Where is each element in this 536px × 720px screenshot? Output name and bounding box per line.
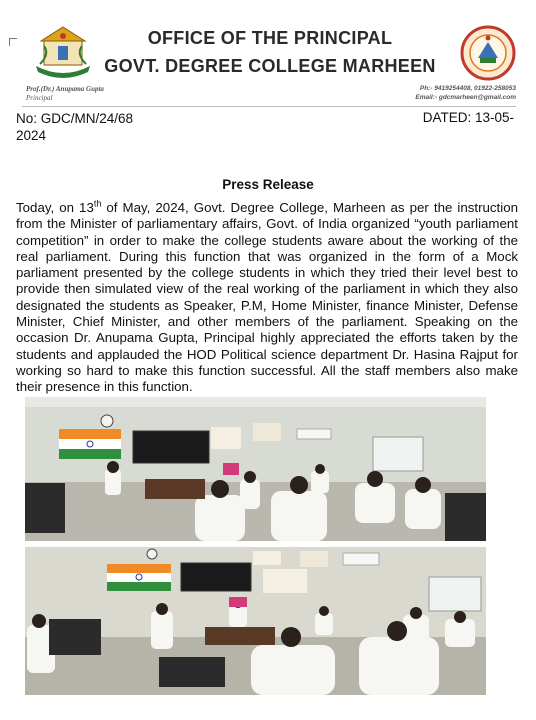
principal-role: Principal	[26, 94, 53, 102]
date-line: DATED: 13-05-	[422, 110, 514, 125]
body-rest: of May, 2024, Govt. Degree College, Marheen as per the instruction from the Minister of parliamentary affairs, Govt. of India organized “youth parliament competition” in order to make the college students aware about the working of the real parliament. During this function that was organized in the form of a Mock parliament presented by the college students in which they tried their level best to provide then simulated view of the real working of the parliament in which they also designated the students as Speaker, P.M, Home Minister, finance Minister, Defense Minister, Chief Minister, and other members of the parliament. Speaking on the occasion Dr. Anupama Gupta, Principal highly appreciated the efforts taken by the students and applauded the HOD Political science department Dr. Hasina Rajput for working so hard to make this function successful. All the staff members also make their presence in this function.	[16, 200, 518, 395]
header-divider	[22, 106, 516, 107]
mock-parliament-photo-2	[25, 547, 486, 695]
date-superscript: th	[93, 198, 102, 209]
corner-mark	[9, 38, 17, 46]
mock-parliament-photo-1	[25, 397, 486, 541]
letterhead	[22, 22, 518, 104]
press-release-heading: Press Release	[222, 177, 314, 192]
email-address: Email:- gdcmarheen@gmail.com	[415, 94, 516, 101]
body-intro: Today, on 13	[16, 200, 94, 215]
principal-name: Prof.(Dr.) Anupama Gupta	[26, 85, 104, 93]
press-release-body	[16, 200, 518, 396]
phone-number: Ph:- 9419254408, 01922-258053	[419, 85, 516, 92]
reference-number: No: GDC/MN/24/68 2024	[16, 111, 134, 143]
office-title: OFFICE OF THE PRINCIPAL	[147, 28, 393, 48]
university-seal-icon	[458, 24, 518, 82]
college-name: GOVT. DEGREE COLLEGE MARHEEN	[104, 56, 436, 76]
